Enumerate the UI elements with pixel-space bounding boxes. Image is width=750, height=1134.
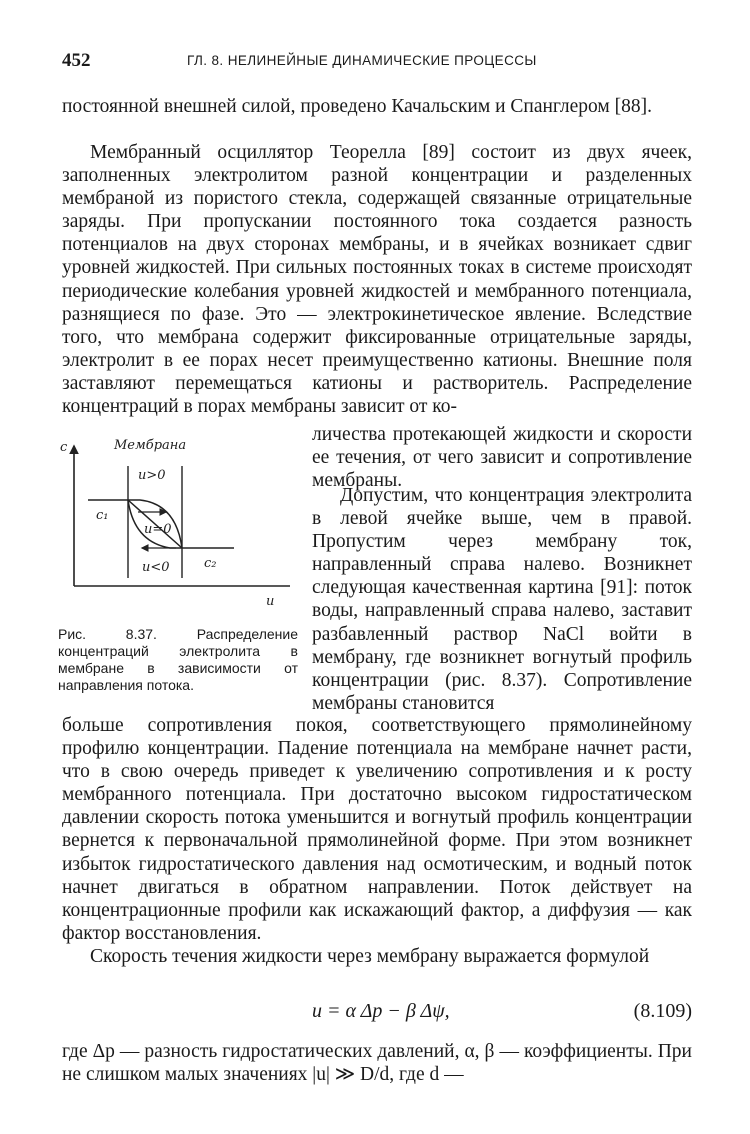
label-c2: c₂ (204, 556, 217, 571)
equation-body: u = α Δp − β Δψ, (312, 1000, 450, 1022)
membrane-label: Мембрана (114, 438, 187, 453)
y-axis-label: c (60, 440, 68, 455)
page-number: 452 (62, 50, 91, 71)
equation-number: (8.109) (633, 1000, 692, 1022)
figure-caption: Рис. 8.37. Распределение концентраций электролита в мембране в зависимости от направления потока. (58, 626, 298, 693)
page-header (62, 50, 692, 74)
label-u-negative: u<0 (142, 560, 170, 575)
x-axis-label: u (266, 594, 275, 609)
paragraph-teorell-oscillator: Мембранный осциллятор Теорелла [89] состоит из двух ячеек, заполненных электролитом разной концентрации и разделенных мембраной из пористого стекла, содержащей связанные отрицательные заряды. При пропускании постоянного тока создается разность потенциалов на двух сторонах мембраны, и в ячейках возникает сдвиг уровней жидкостей. При сильных постоянных токах в системе происходят периодические колебания уровней жидкостей и мембранного потенциала, разнящиеся по фазе. Это — электрокинетическое явление. Вследствие того, что мембрана содержит фиксированные отрицательные заряды, электролит в ее порах несет преимущественно катионы. Внешние поля заставляют перемещаться катионы и растворитель. Распределение концентраций в порах мембраны зависит от ко- (62, 142, 692, 418)
label-u-zero: u=0 (144, 522, 172, 537)
paragraph-equation-explanation: где Δp — разность гидростатических давлений, α, β — коэффициенты. При не слишком малых значениях |u| ≫ D/d, где d — (62, 1041, 692, 1086)
paragraph-teorell-oscillator-wrap: личества протекающей жидкости и скорости ее течения, от чего зависит и сопротивление мембраны. (312, 424, 692, 492)
paragraph-concentration-profile-cont: больше сопротивления покоя, соответствующего прямолинейному профилю концентрации. Падение потенциала на мембране начнет расти, что в свою очередь приведет к увеличению сопротивления и к росту мембранного потенциала. При достаточно высоком гидростатическом давлении скорость потока уменьшится и вогнутый профиль концентрации вернется к первоначальной прямолинейной форме. При этом возникнет избыток гидростатического давления над осмотическим, и водный поток начнет двигаться в обратном направлении. Поток действует на концентрационные профили как искажающий фактор, а диффузия — как фактор восстановления. (62, 715, 692, 944)
paragraph-intro: постоянной внешней силой, проведено Качальским и Спанглером [88]. (62, 96, 653, 117)
label-c1: c₁ (96, 508, 109, 523)
paragraph-flow-velocity: Скорость течения жидкости через мембрану выражается формулой (90, 946, 650, 967)
paragraph-concentration-profile: Допустим, что концентрация электролита в левой ячейке выше, чем в правой. Пропустим через мембрану ток, направленный справа налево. Возникнет следующая качественная картина [91]: поток воды, направленный справа налево, заставит разбавленный раствор NaCl войти в мембрану, где возникнет вогнутый профиль концентрации (рис. 8.37). Сопротивление мембраны становится (312, 485, 692, 714)
concentration-diagram (58, 438, 298, 618)
equation-8-109 (62, 1000, 692, 1026)
running-title: ГЛ. 8. НЕЛИНЕЙНЫЕ ДИНАМИЧЕСКИЕ ПРОЦЕССЫ (187, 53, 537, 68)
figure-8-37 (58, 438, 298, 618)
label-u-positive: u>0 (138, 468, 166, 483)
